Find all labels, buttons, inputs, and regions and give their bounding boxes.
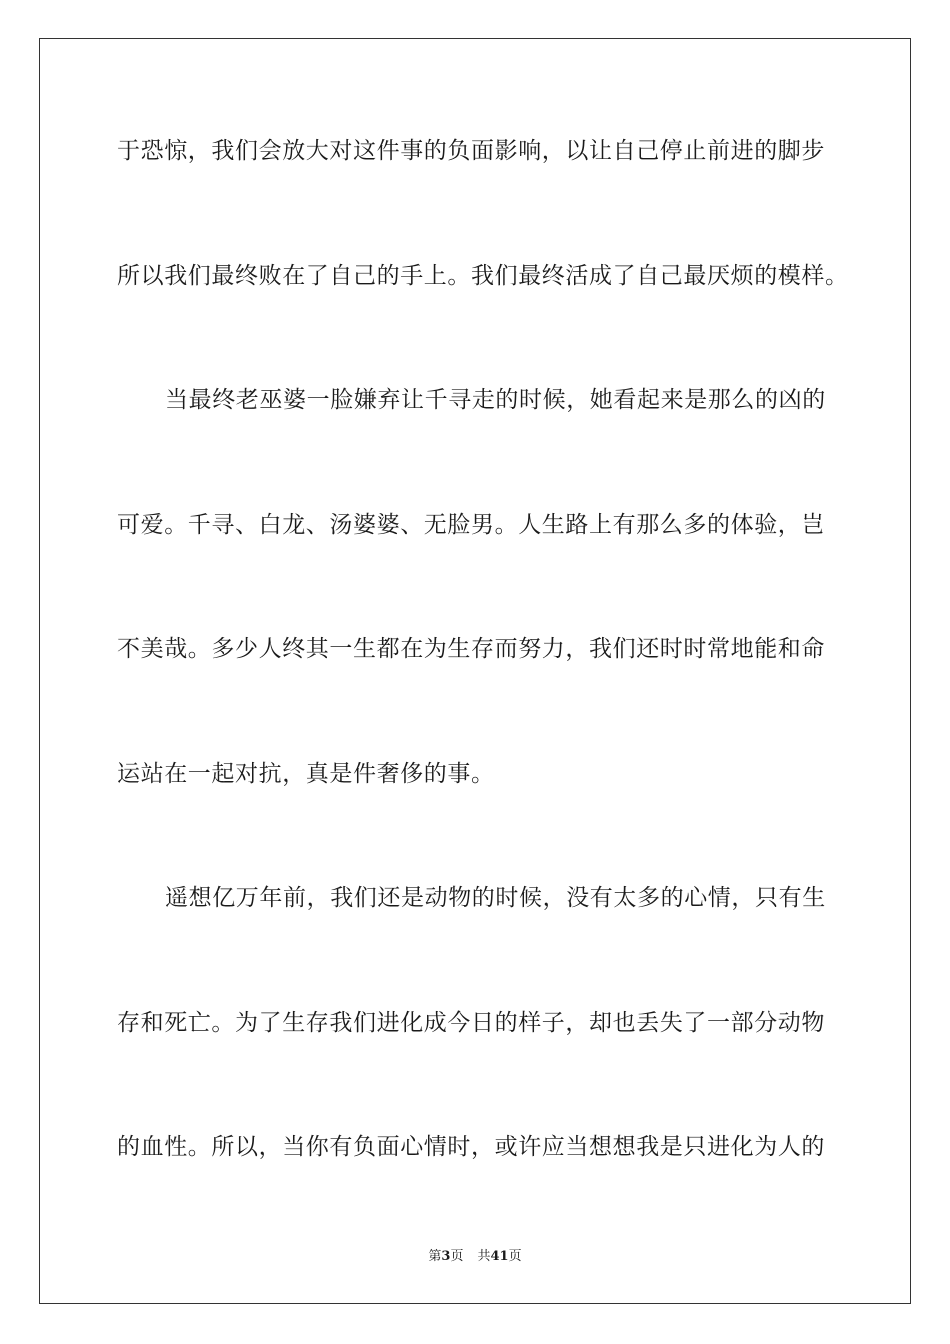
total-page-number: 41 [490,1249,509,1264]
total-suffix: 页 [508,1249,522,1264]
paragraph-line: 于恐惊，我们会放大对这件事的负面影响，以让自己停止前进的脚步 [117,138,825,164]
paragraph-line: 遥想亿万年前，我们还是动物的时候，没有太多的心情，只有生 [165,885,826,911]
page-border [39,38,911,1304]
current-page-number: 3 [441,1249,451,1264]
paragraph-line: 的血性。所以，当你有负面心情时，或许应当想想我是只进化为人的 [117,1134,825,1160]
page-prefix: 第 [428,1249,442,1264]
paragraph-line: 可爱。千寻、白龙、汤婆婆、无脸男。人生路上有那么多的体验，岂 [117,512,825,538]
paragraph-line: 不美哉。多少人终其一生都在为生存而努力，我们还时时常地能和命 [117,636,825,662]
page-footer [0,1248,950,1266]
paragraph-line: 存和死亡。为了生存我们进化成今日的样子，却也丢失了一部分动物 [117,1010,825,1036]
page-suffix: 页 [450,1249,464,1264]
paragraph-line: 所以我们最终败在了自己的手上。我们最终活成了自己最厌烦的模样。 [117,263,849,289]
total-prefix: 共 [477,1249,491,1264]
paragraph-line: 运站在一起对抗，真是件奢侈的事。 [117,761,495,787]
paragraph-line: 当最终老巫婆一脸嫌弃让千寻走的时候，她看起来是那么的凶的 [165,387,826,413]
